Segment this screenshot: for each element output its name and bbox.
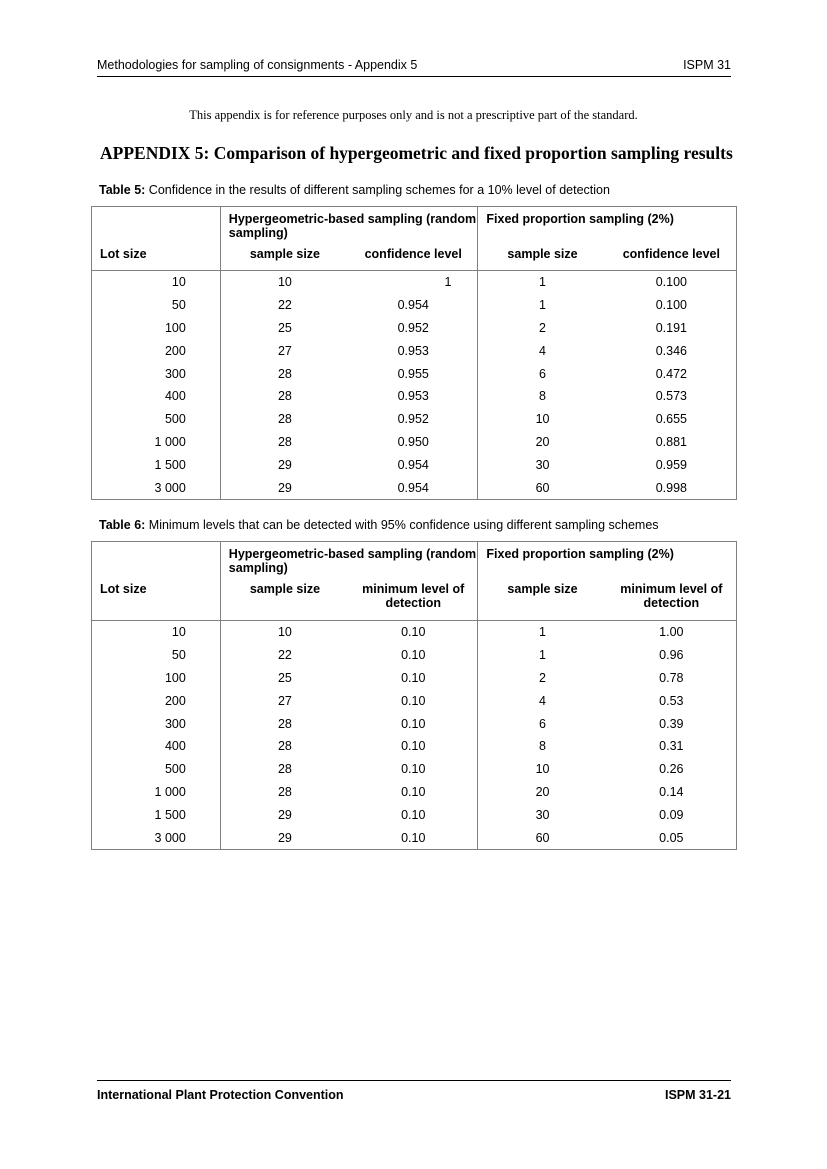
cell-hyper-value: 0.954 — [397, 298, 429, 313]
cell-hyper-sample-size: 28 — [220, 431, 349, 454]
cell-hyper-sample-size: 27 — [220, 689, 349, 712]
table-row — [92, 826, 737, 849]
table-row — [92, 621, 737, 644]
cell-fixed-value: 0.959 — [655, 457, 687, 472]
cell-hyper-value: 0.955 — [397, 366, 429, 381]
cell-fixed-value: 0.998 — [655, 480, 687, 495]
cell-fixed-sample-size: 20 — [478, 431, 607, 454]
cell-hyper-sample-size: 25 — [220, 667, 349, 690]
cell-lot-size: 10 — [171, 625, 186, 640]
table-row — [92, 667, 737, 690]
header-document-title: Methodologies for sampling of consignments - Appendix 5 — [97, 58, 418, 72]
table-row — [92, 431, 737, 454]
cell-fixed-sample-size: 8 — [478, 385, 607, 408]
cell-hyper-value: 0.10 — [401, 693, 426, 708]
cell-hyper-value: 0.952 — [397, 320, 429, 335]
table5-header-lot-size: Lot size — [100, 247, 147, 261]
cell-hyper-value: 0.10 — [401, 784, 426, 799]
cell-fixed-value: 0.573 — [655, 389, 687, 404]
cell-fixed-value: 0.346 — [655, 343, 687, 358]
cell-lot-size: 400 — [164, 389, 186, 404]
table6-group-hypergeometric: Hypergeometric-based sampling (random sampling) — [220, 542, 478, 583]
appendix-title: APPENDIX 5: Comparison of hypergeometric and fixed proportion sampling results — [100, 143, 733, 163]
table-row — [92, 339, 737, 362]
cell-hyper-sample-size: 10 — [220, 621, 349, 644]
cell-fixed-value: 0.191 — [655, 320, 687, 335]
table6-caption-text: Minimum levels that can be detected with 95% confidence using different sampling schemes — [145, 518, 659, 532]
cell-fixed-value: 0.100 — [655, 298, 687, 313]
cell-lot-size: 100 — [164, 320, 186, 335]
table5-header-fixed-confidence: confidence level — [622, 247, 720, 261]
cell-hyper-value: 0.10 — [401, 739, 426, 754]
table6-caption — [99, 518, 659, 532]
cell-hyper-sample-size: 28 — [220, 408, 349, 431]
cell-fixed-sample-size: 60 — [478, 476, 607, 499]
table-row — [92, 271, 737, 294]
table-row — [92, 735, 737, 758]
cell-hyper-value: 1 — [444, 275, 452, 290]
table6-corner-cell — [92, 542, 221, 583]
cell-hyper-value: 0.10 — [401, 648, 426, 663]
table6-group-fixed-proportion: Fixed proportion sampling (2%) — [478, 542, 737, 583]
cell-hyper-sample-size: 28 — [220, 385, 349, 408]
cell-hyper-value: 0.952 — [397, 412, 429, 427]
cell-fixed-sample-size: 10 — [478, 408, 607, 431]
cell-fixed-sample-size: 4 — [478, 339, 607, 362]
cell-lot-size: 1 000 — [154, 434, 186, 449]
table-row — [92, 362, 737, 385]
table-row — [92, 476, 737, 499]
table-row — [92, 712, 737, 735]
table5-header-hyper-sample-size: sample size — [220, 247, 349, 271]
cell-fixed-value: 0.39 — [659, 716, 684, 731]
cell-hyper-sample-size: 28 — [220, 712, 349, 735]
cell-hyper-value: 0.954 — [397, 480, 429, 495]
cell-fixed-sample-size: 1 — [478, 644, 607, 667]
cell-lot-size: 1 500 — [154, 807, 186, 822]
cell-lot-size: 300 — [164, 366, 186, 381]
cell-lot-size: 200 — [164, 693, 186, 708]
cell-fixed-sample-size: 6 — [478, 712, 607, 735]
cell-hyper-value: 0.954 — [397, 457, 429, 472]
cell-lot-size: 100 — [164, 670, 186, 685]
table6-header-lot-size: Lot size — [100, 582, 147, 596]
cell-lot-size: 3 000 — [154, 480, 186, 495]
table-row — [92, 644, 737, 667]
table5-header-fixed-sample-size: sample size — [478, 247, 607, 271]
cell-lot-size: 500 — [164, 762, 186, 777]
cell-fixed-value: 0.05 — [659, 830, 684, 845]
cell-hyper-value: 0.10 — [401, 807, 426, 822]
cell-fixed-sample-size: 10 — [478, 758, 607, 781]
reference-note: This appendix is for reference purposes only and is not a prescriptive part of the standard. — [189, 108, 638, 122]
table5-header-hyper-confidence: confidence level — [364, 247, 462, 261]
table5 — [91, 206, 737, 500]
cell-hyper-value: 0.10 — [401, 716, 426, 731]
cell-hyper-value: 0.10 — [401, 762, 426, 777]
cell-hyper-sample-size: 22 — [220, 294, 349, 317]
table6 — [91, 541, 737, 850]
table-row — [92, 781, 737, 804]
cell-hyper-sample-size: 28 — [220, 735, 349, 758]
cell-hyper-sample-size: 28 — [220, 362, 349, 385]
cell-fixed-sample-size: 4 — [478, 689, 607, 712]
cell-lot-size: 400 — [164, 739, 186, 754]
cell-fixed-value: 0.100 — [655, 275, 687, 290]
cell-hyper-value: 0.10 — [401, 625, 426, 640]
cell-lot-size: 500 — [164, 412, 186, 427]
table5-body — [92, 271, 737, 500]
cell-lot-size: 1 000 — [154, 784, 186, 799]
cell-fixed-sample-size: 8 — [478, 735, 607, 758]
cell-fixed-value: 0.14 — [659, 784, 684, 799]
table-row — [92, 689, 737, 712]
table-row — [92, 385, 737, 408]
cell-lot-size: 300 — [164, 716, 186, 731]
table6-header-hyper-sample-size: sample size — [220, 582, 349, 621]
cell-fixed-sample-size: 30 — [478, 803, 607, 826]
cell-hyper-value: 0.953 — [397, 389, 429, 404]
cell-fixed-sample-size: 1 — [478, 294, 607, 317]
cell-hyper-value: 0.10 — [401, 670, 426, 685]
cell-hyper-value: 0.950 — [397, 434, 429, 449]
cell-hyper-sample-size: 29 — [220, 826, 349, 849]
cell-hyper-value: 0.953 — [397, 343, 429, 358]
cell-fixed-value: 0.655 — [655, 412, 687, 427]
table6-caption-label: Table 6: — [99, 518, 146, 532]
cell-fixed-value: 0.78 — [659, 670, 684, 685]
cell-hyper-sample-size: 22 — [220, 644, 349, 667]
cell-hyper-sample-size: 10 — [220, 271, 349, 294]
header-standard-code: ISPM 31 — [683, 58, 731, 72]
cell-fixed-value: 1.00 — [659, 625, 684, 640]
table-row — [92, 803, 737, 826]
cell-hyper-sample-size: 29 — [220, 453, 349, 476]
page-header — [97, 58, 731, 77]
table-row — [92, 317, 737, 340]
table6-header-fixed-sample-size: sample size — [478, 582, 607, 621]
cell-fixed-value: 0.472 — [655, 366, 687, 381]
table-row — [92, 408, 737, 431]
cell-fixed-sample-size: 2 — [478, 317, 607, 340]
table6-body — [92, 621, 737, 850]
cell-hyper-sample-size: 27 — [220, 339, 349, 362]
cell-fixed-sample-size: 60 — [478, 826, 607, 849]
table5-group-hypergeometric: Hypergeometric-based sampling (random sampling) — [220, 207, 478, 248]
table6-header-fixed-min-level: minimum level of detection — [620, 582, 723, 610]
cell-fixed-value: 0.96 — [659, 648, 684, 663]
table5-caption-label: Table 5: — [99, 183, 146, 197]
table5-group-fixed-proportion: Fixed proportion sampling (2%) — [478, 207, 737, 248]
cell-fixed-value: 0.09 — [659, 807, 684, 822]
cell-fixed-sample-size: 1 — [478, 621, 607, 644]
cell-hyper-sample-size: 29 — [220, 476, 349, 499]
cell-lot-size: 10 — [171, 275, 186, 290]
table5-caption — [99, 183, 610, 197]
table6-header-hyper-min-level: minimum level of detection — [362, 582, 465, 610]
cell-fixed-value: 0.881 — [655, 434, 687, 449]
cell-fixed-sample-size: 6 — [478, 362, 607, 385]
cell-lot-size: 200 — [164, 343, 186, 358]
cell-fixed-sample-size: 30 — [478, 453, 607, 476]
cell-hyper-value: 0.10 — [401, 830, 426, 845]
cell-fixed-sample-size: 2 — [478, 667, 607, 690]
footer-organization: International Plant Protection Convention — [97, 1088, 344, 1102]
cell-hyper-sample-size: 28 — [220, 758, 349, 781]
table-row — [92, 453, 737, 476]
cell-fixed-value: 0.31 — [659, 739, 684, 754]
table-row — [92, 294, 737, 317]
cell-lot-size: 3 000 — [154, 830, 186, 845]
cell-hyper-sample-size: 28 — [220, 781, 349, 804]
cell-hyper-sample-size: 29 — [220, 803, 349, 826]
cell-fixed-value: 0.53 — [659, 693, 684, 708]
table-row — [92, 758, 737, 781]
cell-lot-size: 50 — [171, 648, 186, 663]
footer-page-code: ISPM 31-21 — [664, 1088, 731, 1102]
page-footer — [97, 1080, 731, 1102]
cell-lot-size: 1 500 — [154, 457, 186, 472]
cell-fixed-sample-size: 20 — [478, 781, 607, 804]
table5-corner-cell — [92, 207, 221, 248]
cell-lot-size: 50 — [171, 298, 186, 313]
cell-fixed-sample-size: 1 — [478, 271, 607, 294]
cell-fixed-value: 0.26 — [659, 762, 684, 777]
cell-hyper-sample-size: 25 — [220, 317, 349, 340]
table5-caption-text: Confidence in the results of different sampling schemes for a 10% level of detection — [145, 183, 610, 197]
